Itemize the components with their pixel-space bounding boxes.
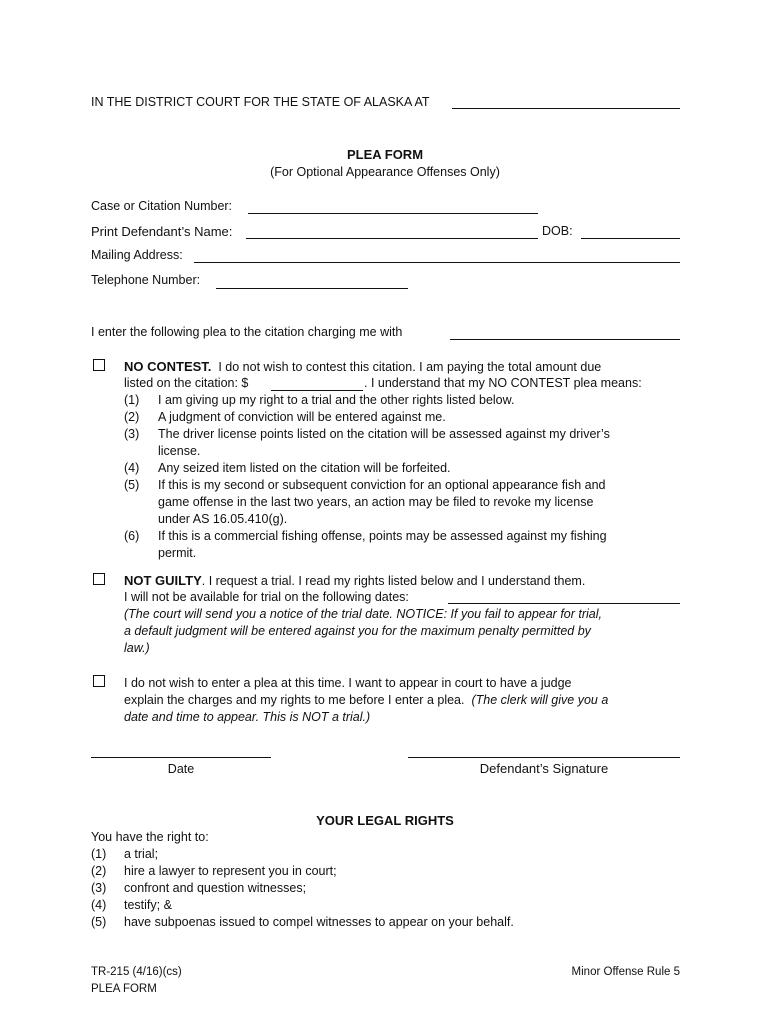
legal-right-text: testify; & bbox=[124, 898, 172, 912]
defendant-name-label: Print Defendant’s Name: bbox=[91, 224, 233, 239]
no-contest-item-text: license. bbox=[158, 444, 201, 458]
form-id: TR-215 (4/16)(cs) bbox=[91, 966, 182, 978]
charge-field[interactable] bbox=[450, 339, 680, 340]
not-guilty-text: . I request a trial. I read my rights listed below and I understand them. bbox=[201, 574, 586, 588]
legal-right-number: (1) bbox=[91, 847, 107, 861]
no-contest-item-text: If this is my second or subsequent conviction for an optional appearance fish and bbox=[158, 478, 606, 492]
legal-rights-intro: You have the right to: bbox=[91, 830, 209, 844]
telephone-label: Telephone Number: bbox=[91, 273, 201, 287]
defendant-name-field[interactable] bbox=[246, 238, 538, 239]
no-contest-item-text: Any seized item listed on the citation will be forfeited. bbox=[158, 461, 451, 475]
no-plea-line3: date and time to appear. This is NOT a trial.) bbox=[124, 710, 371, 724]
no-plea-line2b: (The clerk will give you a bbox=[471, 693, 609, 707]
court-location-field[interactable] bbox=[452, 108, 680, 109]
no-plea-line2 bbox=[124, 693, 608, 707]
no-contest-item-number: (3) bbox=[124, 427, 140, 441]
mailing-address-field[interactable] bbox=[194, 262, 680, 263]
no-contest-heading: NO CONTEST. bbox=[124, 359, 212, 374]
no-contest-item-number: (6) bbox=[124, 529, 140, 543]
signature-label: Defendant’s Signature bbox=[479, 761, 609, 776]
rule-reference: Minor Offense Rule 5 bbox=[571, 966, 680, 978]
no-contest-item-number: (4) bbox=[124, 461, 140, 475]
no-contest-item-text: permit. bbox=[158, 546, 197, 560]
not-guilty-checkbox[interactable] bbox=[93, 573, 105, 585]
case-number-field[interactable] bbox=[248, 213, 538, 214]
no-contest-item-text: I am giving up my right to a trial and the other rights listed below. bbox=[158, 393, 515, 407]
telephone-field[interactable] bbox=[216, 288, 408, 289]
mailing-address-label: Mailing Address: bbox=[91, 248, 183, 262]
no-contest-item-number: (2) bbox=[124, 410, 140, 424]
no-contest-item-text: A judgment of conviction will be entered against me. bbox=[158, 410, 446, 424]
no-contest-item-text: The driver license points listed on the citation will be assessed against my driver’s bbox=[158, 427, 610, 441]
no-contest-line2b: . I understand that my NO CONTEST plea means: bbox=[364, 376, 642, 390]
no-contest-checkbox[interactable] bbox=[93, 359, 105, 371]
court-header: IN THE DISTRICT COURT FOR THE STATE OF ALASKA AT bbox=[91, 95, 430, 109]
not-guilty-line2: I will not be available for trial on the following dates: bbox=[124, 590, 409, 604]
no-contest-line2a: listed on the citation: $ bbox=[124, 376, 249, 390]
legal-right-number: (5) bbox=[91, 915, 107, 929]
legal-right-number: (2) bbox=[91, 864, 107, 878]
not-guilty-notice3: law.) bbox=[124, 641, 150, 655]
no-contest-text: I do not wish to contest this citation. I am paying the total amount due bbox=[218, 360, 602, 374]
no-contest-item-number: (5) bbox=[124, 478, 140, 492]
no-contest-item-text: If this is a commercial fishing offense, points may be assessed against my fishing bbox=[158, 529, 607, 543]
form-subtitle: (For Optional Appearance Offenses Only) bbox=[270, 165, 500, 179]
no-contest-item-text: under AS 16.05.410(g). bbox=[158, 512, 288, 526]
form-title: PLEA FORM bbox=[346, 147, 424, 162]
not-guilty-notice2: a default judgment will be entered against you for the maximum penalty permitted by bbox=[124, 624, 591, 638]
not-guilty-notice1: (The court will send you a notice of the trial date. NOTICE: If you fail to appear for trial, bbox=[124, 607, 602, 621]
not-guilty-line1 bbox=[124, 573, 585, 588]
legal-right-text: hire a lawyer to represent you in court; bbox=[124, 864, 337, 878]
date-label: Date bbox=[167, 762, 195, 776]
case-number-label: Case or Citation Number: bbox=[91, 199, 233, 213]
no-plea-line1: I do not wish to enter a plea at this time. I want to appear in court to have a judge bbox=[124, 676, 572, 690]
not-guilty-heading: NOT GUILTY bbox=[124, 573, 202, 588]
amount-due-field[interactable] bbox=[271, 390, 363, 391]
unavailable-dates-field[interactable] bbox=[448, 603, 680, 604]
dob-field[interactable] bbox=[581, 238, 680, 239]
no-contest-item-number: (1) bbox=[124, 393, 140, 407]
legal-right-text: confront and question witnesses; bbox=[124, 881, 307, 895]
no-contest-item-text: game offense in the last two years, an action may be filed to revoke my license bbox=[158, 495, 594, 509]
no-plea-checkbox[interactable] bbox=[93, 675, 105, 687]
dob-label: DOB: bbox=[542, 224, 573, 238]
no-plea-line2a: explain the charges and my rights to me before I enter a plea. bbox=[124, 693, 465, 707]
legal-right-text: have subpoenas issued to compel witnesses to appear on your behalf. bbox=[124, 915, 514, 929]
legal-rights-heading: YOUR LEGAL RIGHTS bbox=[316, 813, 454, 828]
legal-right-number: (4) bbox=[91, 898, 107, 912]
signature-field[interactable] bbox=[408, 757, 680, 758]
form-name-footer: PLEA FORM bbox=[91, 983, 157, 995]
legal-right-number: (3) bbox=[91, 881, 107, 895]
legal-right-text: a trial; bbox=[124, 847, 159, 861]
date-field[interactable] bbox=[91, 757, 271, 758]
plea-intro: I enter the following plea to the citation charging me with bbox=[91, 325, 403, 339]
no-contest-line1 bbox=[124, 359, 601, 374]
